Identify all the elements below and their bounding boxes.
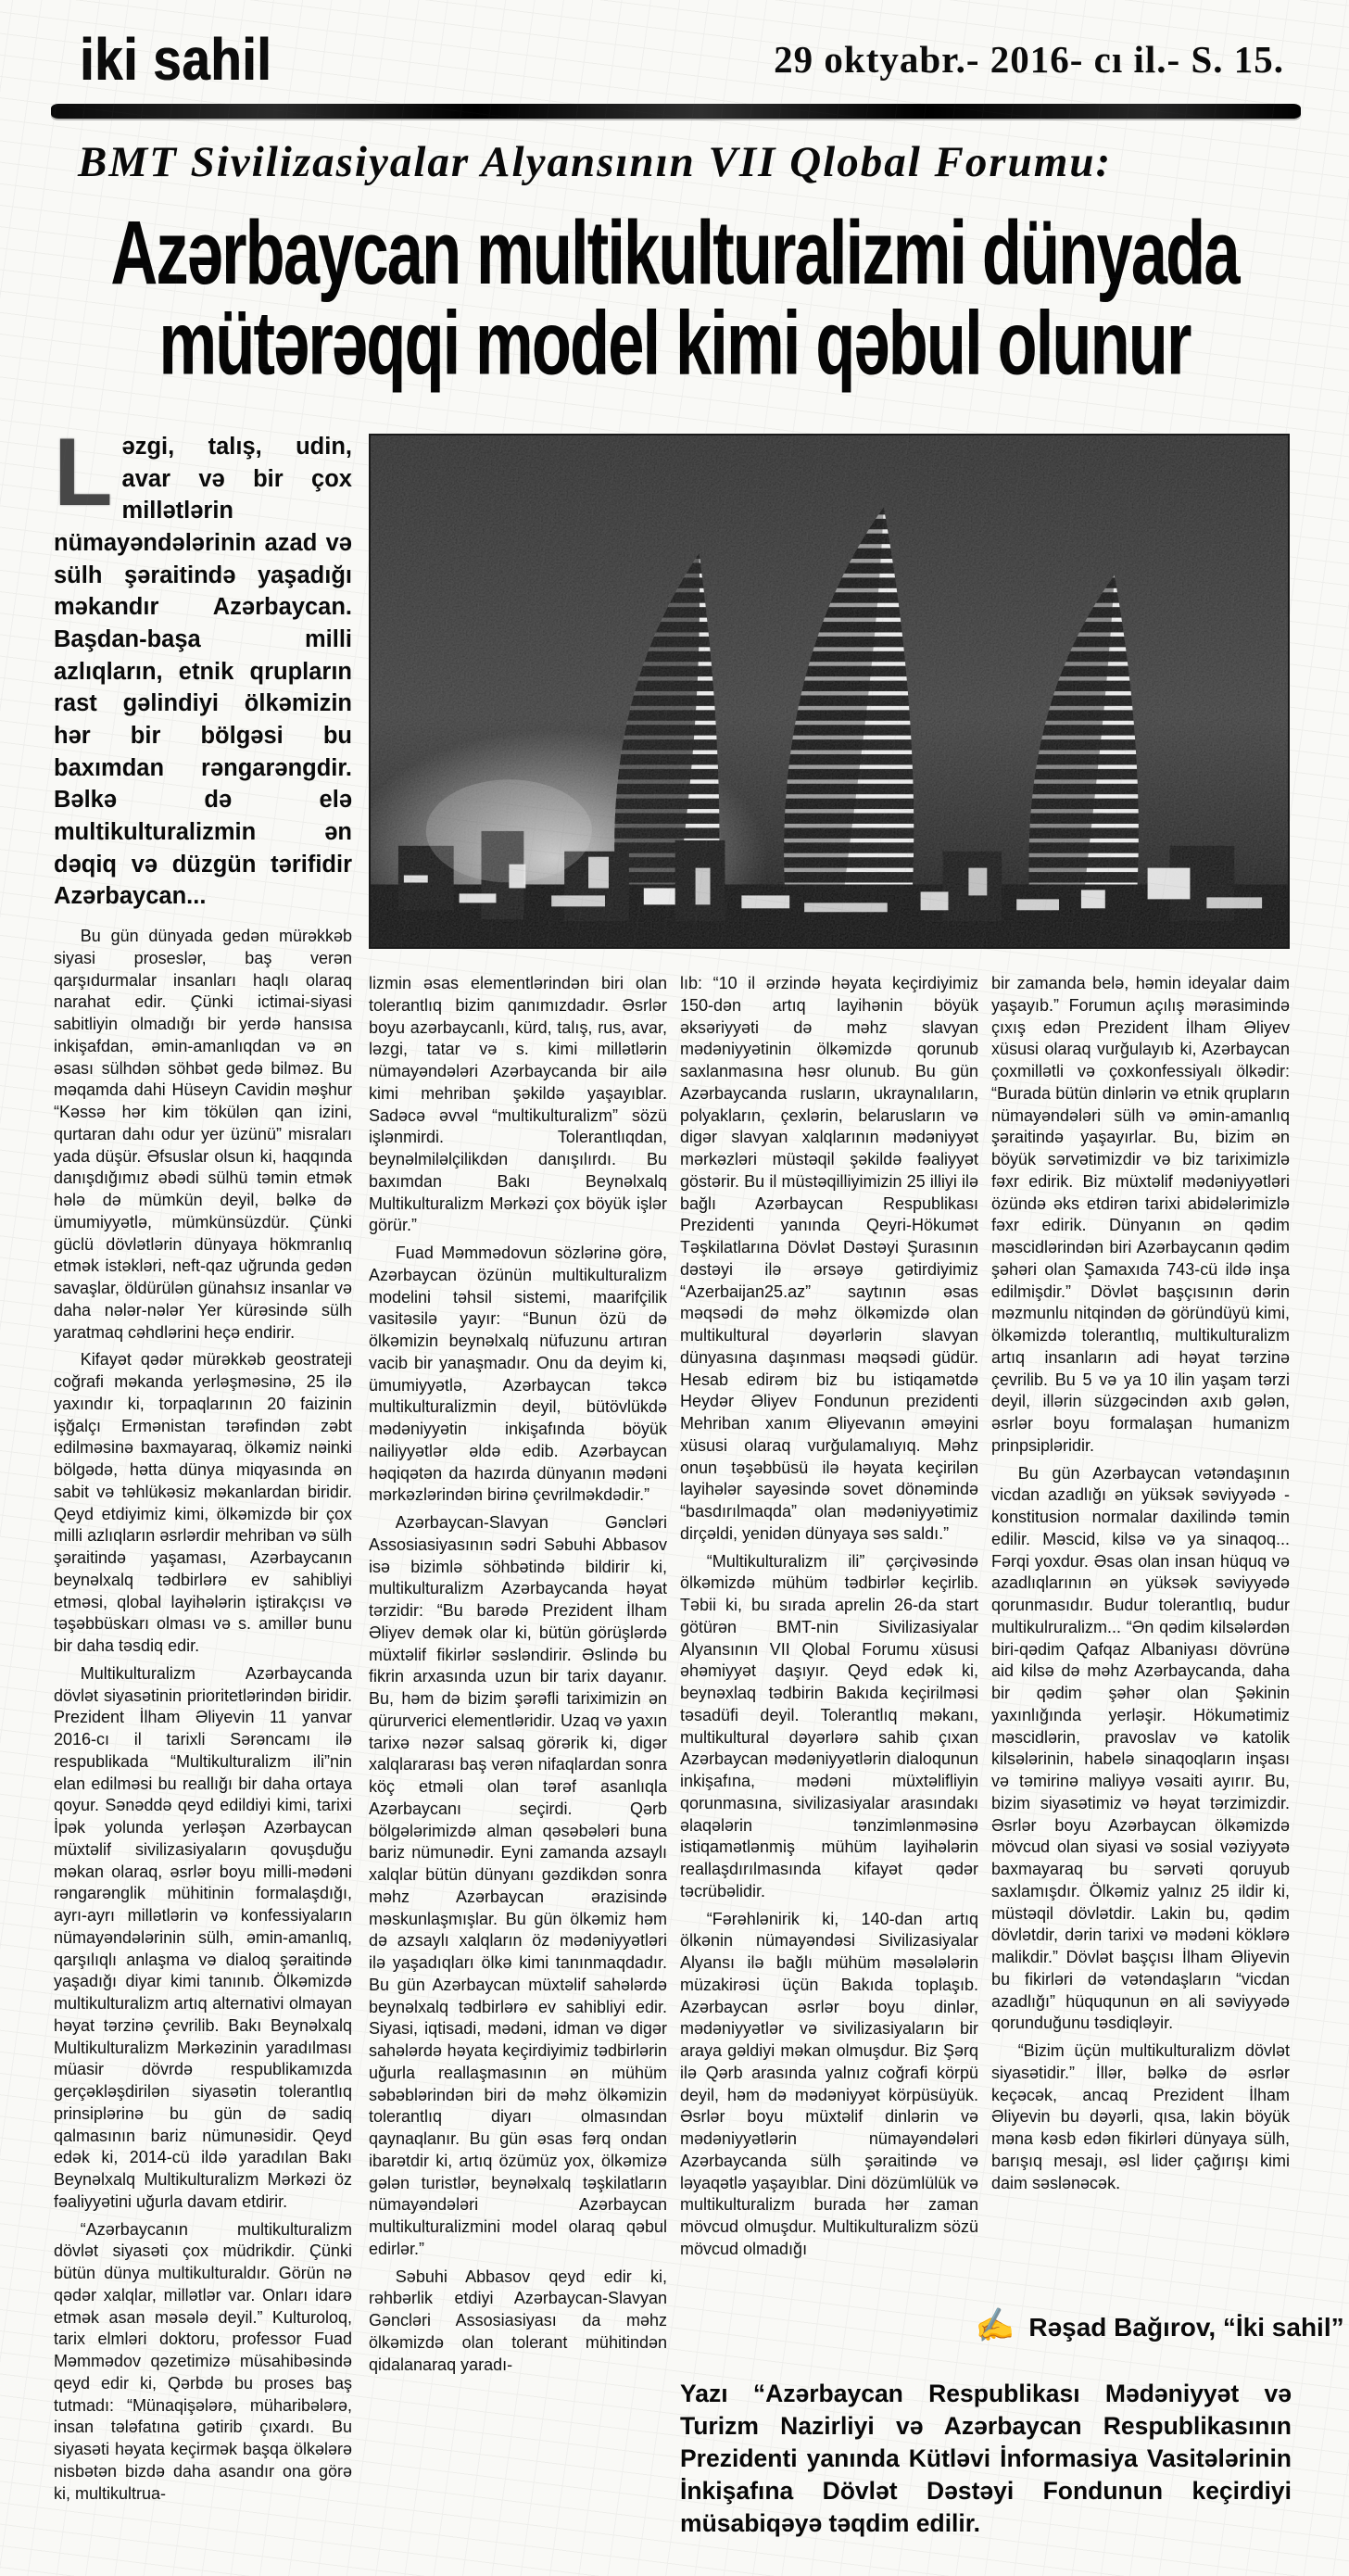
headline-line-1: Azərbaycan multikulturalizmi dünyada	[110, 201, 1239, 303]
lead-text: əzgi, talış, udin, avar və bir çox millətlərin nümayəndələrinin azad və sülh şəraitində yaşadığı məkandır Azərbaycan. Başdan-başa milli azlıqların, etnik qrupların rast gəlindiyi ölkəmizin hər bir bölgəsi bu baxımdan rəngarəngdir. Bəlkə də elə multikulturalizmin ən dəqiq və düzgün tərifidir Azərbaycan...	[54, 434, 352, 910]
body-paragraph: Azərbaycan-Slavyan Gəncləri Assosiasiyasının sədri Səbuhi Abbasov isə bizimlə söhbətində bildirir ki, multikulturalizm Azərbaycanda həyat tərzidir: “Bu barədə Prezident İlham Əliyev demək olar ki, bütün görüşlərdə müxtəlif fikirlər səsləndirir. Əslində bu fikrin arxasında uzun bir tarix dayanır. Bu, həm də bizim şərəfli tariximizin ən qürurverici elementləridir. Uzaq və yaxın tarixə nəzər salsaq görərik ki, digər xalqlararası baş verən nifaqlardan sonra köç etməli olan tərəf asanlıqla Azərbaycanı seçirdi. Qərb bölgələrimizdə alman qəsəbələri buna bariz nümunədir. Eyni zamanda azsaylı xalqlar bütün dünyanı gəzdikdən sonra məhz Azərbaycan ərazisində məskunlaşmışlar. Bu gün ölkəmiz həm də azsaylı xalqların öz mədəniyyətləri ilə yaşadıqları ölkə kimi tanınmaqdadır. Bu gün Azərbaycan müxtəlif sahələrdə beynəlxalq tədbirlərə ev sahibliyi edir. Siyasi, iqtisadi, mədəni, idman və digər sahələrdə həyata keçirdiyimiz tədbirlərin uğurla reallaşmasının ən mühüm səbəblərindən biri də məhz ölkəmizin tolerantlıq diyarı olmasından qaynaqlanır. Bu gün əsas fərq ondan ibarətdir ki, artıq özümüz yox, ölkəmizə gələn turistlər, beynəlxalq təşkilatların nümayəndələri Azərbaycan multikulturalizmini model olaraq qəbul edirlər.”	[369, 1513, 667, 2258]
column-4	[991, 973, 1290, 2296]
flame-towers-photo	[369, 434, 1290, 949]
body-paragraph: Səbuhi Abbasov qeyd edir ki, rəhbərlik etdiyi Azərbaycan-Slavyan Gəncləri Assosiasiyası da məhz ölkəmizdə olan tolerant mühitindən qidalanaraq yaradı-	[369, 2267, 667, 2374]
pen-icon: ✍	[972, 2305, 1016, 2346]
body-paragraph: Fuad Məmmədovun sözlərinə görə, Azərbaycan özünün multikulturalizm modelini təhsil sistemi, maarifçilik vasitəsilə yayır: “Bunun özü də ölkəmizin beynəlxalq nüfuzunu artıran vacib bir yanaşmadır. Onu da deyim ki, ümumiyyətlə, Azərbaycan təkcə multikulturalizmin deyil, bütövlükdə mədəniyyətin inkişafında böyük nailiyyətlər əldə edib. Azərbaycan həqiqətən da hazırda dünyanın mədəni mərkəzlərindən birinə çevrilməkdədir.”	[369, 1244, 667, 1505]
body-paragraph: “Fərəhlənirik ki, 140-dan artıq ölkənin nümayəndəsi Sivilizasiyalar Alyansı ilə bağlı mühüm məsələlərin müzakirəsi üçün Bakıda toplaşıb. Azərbaycan əsrlər boyu dinlər, mədəniyyətlər və sivilizasiyaların bir araya gəldiyi məkan olmuşdur. Biz Şərq ilə Qərb arasında yalnız coğrafi körpü deyil, həm də mədəniyyət körpüsüyük. Əsrlər boyu müxtəlif dinlərin və mədəniyyətlərin nümayəndələri Azərbaycanda sülh şəraitində və ləyaqətlə yaşayıblar. Dini dözümlülük və multikulturalizm burada hər zaman mövcud olmuşdur. Multikulturalizm sözü mövcud olmadığı	[680, 1909, 978, 2258]
header-rule	[51, 104, 1301, 119]
main-headline	[41, 201, 1309, 394]
body-paragraph: Bu gün dünyada gedən mürəkkəb siyasi proseslər, baş verən qarşıdurmalar insanları haqlı olaraq narahat edir. Çünki ictimai-siyasi sabitliyin olmadığı bir yerdə hansısa inkişafdan, əmin-amanlıqdan və ən əsası sülhdən söhbət gedə bilməz. Bu məqamda dahi Hüseyn Cavidin məşhur “Kəssə hər kim tökülən qan izini, qurtaran dahı odur yer üzünü” misraları yada düşür. Əfsuslar olsun ki, haqqında danışdığımız əbədi sülhü təmin etmək hələ də mümkün deyil, bəlkə də ümumiyyətlə, mümkünsüzdür. Çünki güclü dövlətlərin dünyaya hökmranlıq etmək istəkləri, neft-qaz uğrunda gedən savaşlar, öldürülən günahsız insanlar və daha nələr-nələr Yer kürəsində sülh yaratmaq cəhdlərini heçə endirir.	[54, 927, 352, 1342]
body-paragraph: “Multikulturalizm ili” çərçivəsində ölkəmizdə mühüm tədbirlər keçirlib. Təbii ki, bu sırada aprelin 26-da start götürən BMT-nin Sivilizasiyalar Alyansının VII Qlobal Forumu xüsusi əhəmiyyət daşıyır. Qeyd edək ki, beynəxlaq tədbirin Bakıda keçirilməsi təsadüfi deyil. Tolerantlıq məkanı, multikultural dəyərlərə sahib çıxan Azərbaycan mədəniyyətlərin dialoqunun inkişafına, mədəni müxtəlifliyin qorunmasına, sivilizasiyalar arasındakı əlaqələrin tənzimlənməsinə istiqamətlənmiş mühüm layihələrin reallaşdırılmasında kifayət qədər təcrübəlidir.	[680, 1551, 978, 1900]
column-1	[54, 431, 352, 2520]
kicker-line: BMT Sivilizasiyalar Alyansının VII Qlobal Forumu:	[78, 138, 1113, 186]
byline-text: Rəşad Bağırov, “İki sahil”	[1028, 2313, 1344, 2342]
body-paragraph: “Azərbaycanın multikulturalizm dövlət siyasəti çox müdrikdir. Çünki bütün dünya multikulturaldır. Görün nə qədər xalqlar, millətlər var. Onları idarə etmək asan məsələ deyil.” Kulturoloq, tarix elmləri doktoru, professor Fuad Məmmədov qəzetimizə müsahibəsində qeyd edir ki, Qərbdə bu proses baş tutmadı: “Münaqişələrə, müharibələrə, insan tələfatına gətirib çıxardı. Bu siyasəti həyata keçirmək başqa ölkələrə nisbətən bizdə daha asandır ona görə ki, multikultrua-	[54, 2219, 352, 2503]
drop-cap: L	[54, 431, 113, 526]
column-2	[369, 973, 667, 2507]
date-line: 29 oktyabr.- 2016- cı il.- S. 15.	[774, 38, 1284, 81]
flame-towers-illustration	[371, 436, 1288, 947]
body-paragraph: “Bizim üçün multikulturalizm dövlət siyasətidir.” İllər, bəlkə də əsrlər keçəcək, ancaq Prezident İlham Əliyevin bu dəyərli, qısa, lakin böyük məna kəsb edən fikirləri dünyaya sülh, barışıq mesajı, əsl lider çağırışı kimi daim səslənəcək.	[991, 2041, 1290, 2192]
contest-note: Yazı “Azərbaycan Respublikası Mədəniyyət və Turizm Nazirliyi və Azərbaycan Respublikasının Prezidenti yanında Kütləvi İnformasiya Vasitələrinin İnkişafına Dövlət Dəstəyi Fondunun keçirdiyi müsabiqəyə təqdim edilir.	[680, 2380, 1292, 2537]
body-paragraph: Kifayət qədər mürəkkəb geostrateji coğrafi məkanda yerləşməsinə, 25 ilə yaxındır ki, torpaqlarının 20 faizinin işğalçı Ermənistan tərəfindən zəbt edilməsinə baxmayaraq, ölkəmiz nəinki bölgədə, hətta dünya miqyasında ən sabit və təhlükəsiz məkanlardan biridir. Qeyd etdiyimiz kimi, ölkəmizdə bir çox milli azlıqların əsrlərdir mehriban və sülh şəraitində yaşaması, Azərbaycanın beynəlxalq tədbirlərə ev sahibliyi etməsi, qlobal layihələrin iştirakçısı və təşəbbüskarı olması və s. amillər bunu bir daha təsdiq edir.	[54, 1350, 352, 1656]
body-paragraph: lıb: “10 il ərzində həyata keçirdiyimiz 150-dən artıq layihənin böyük əksəriyyəti də məhz slavyan mədəniyyətinin ölkəmizdə qorunub saxlanmasına həsr olunub. Bu gün Azərbaycanda rusların, ukraynalıların, polyakların, çexlərin, belarusların və digər slavyan xalqlarının mədəniyyət mərkəzləri müstəqil şəkildə fəaliyyət göstərir. Bu il müstəqilliyimizin 25 illiyi ilə bağlı Azərbaycan Respublikası Prezidenti yanında Qeyri-Hökumət Təşkilatlarına Dövlət Dəstəyi Şurasının dəstəyi ilə ərsəyə gətirdiyimiz “Azerbaijan25.az” saytının əsas məqsədi də məhz ölkəmizdə olan multikultural dəyərlərin slavyan dünyasına daşınması məqsədi güdür. Hesab edirəm biz bu istiqamətdə Heydər Əliyev Fondunun prezidenti Mehriban xanım Əliyevanın əməyini xüsusi olaraq vurğulamalıyıq. Məhz onun təşəbbüsü ilə həyata keçirilən layihələr sayəsində sovet dönəmində “basdırılmaqda” olan mədəniyyətimiz dirçəldi, yenidən dünyaya səs saldı.”	[680, 974, 978, 1543]
lead-paragraph	[54, 431, 352, 913]
headline-line-2: mütərəqqi model kimi qəbul olunur	[158, 292, 1191, 394]
column-3	[680, 973, 978, 2368]
body-paragraph: Bu gün Azərbaycan vətəndaşının vicdan azadlığı ən yüksək səviyyədə - konstitusion normalar daxilində təmin edilir. Məscid, kilsə və ya sinaqoq... Fərqi yoxdur. Əsas olan insan hüquq və azadlıqlarının ən yüksək səviyyədə qorunmasıdır. Budur tolerantlıq, budur multikulruralizm... “Ən qədim kilsələrdən biri-qədim Qafqaz Albaniyası dövrünə aid kilsə də məhz Azərbaycanda, daha bir qədim şəhər olan Şəkinin yaxınlığında yerləşir. Hökumətimiz məscidlərin, pravoslav və katolik kilsələrinin, habelə sinaqoqların inşası və təmirinə maliyyə vəsaiti ayırır. Bu, bizim siyasətimiz və həyat tərzimizdir. Əsrlər boyu Azərbaycan ölkəmizdə mövcud olan siyasi və sosial vəziyyətə baxmayaraq bu sərvəti qoruyub saxlamışdır. Ölkəmiz yalnız 25 ildir ki, müstəqil dövlətdir. Lakin bu, qədim dövlətdir, dərin tarixi və mədəni köklərə malikdir.” Dövlət başçısı İlham Əliyevin bu fikirləri də vətəndaşların “vicdan azadlığı” hüququnun ən ali səviyyədə qorunduğunu təsdiqləyir.	[991, 1463, 1290, 2033]
body-paragraph: Multikulturalizm Azərbaycanda dövlət siyasətinin prioritetlərindən biridir. Prezident İlham Əliyevin 11 yanvar 2016-cı il tarixli Sərəncamı ilə respublikada “Multikulturalizm ili”nin elan edilməsi bu reallığı bir daha ortaya qoyur. Sənəddə qeyd edildiyi kimi, tarixi İpək yolunda yerləşən Azərbaycan müxtəlif sivilizasiyaların qovuşduğu məkan olaraq, əsrlər boyu milli-mədəni rəngarənglik mühitinin formalaşdığı, ayrı-ayrı millətlərin və konfessiyaların nümayəndələrinin sülh, əmin-amanlıq, qarşılıqlı anlaşma və dialoq şəraitində yaşadığı diyar kimi tanınıb. Ölkəmizdə multikulturalizm artıq alternativi olmayan həyat tərzinə çevrilib. Bakı Beynəlxalq Multikulturalizm Mərkəzinin yaradılması müasir dövrdə respublikamızda gerçəkləşdirilən siyasətin tolerantlıq prinsiplərinə bu gün də sadiq qalmasının bariz nümunəsidir. Qeyd edək ki, 2014-cü ildə yaradılan Bakı Beynəlxalq Multikulturalizm Mərkəzi öz fəaliyyətini uğurla davam etdirir.	[54, 1663, 352, 2211]
newspaper-masthead: iki sahil	[80, 27, 272, 93]
body-paragraph: lizmin əsas elementlərindən biri olan tolerantlıq bizim qanımızdadır. Əsrlər boyu azərbaycanlı, kürd, talış, rus, avar, ləzgi, tatar və s. kimi millətlərin nümayəndələri Azərbaycanda bir ailə kimi mehriban şəkildə yaşayıblar. Sadəcə əvvəl “multikulturalizm” sözü işlənmirdi. Tolerantlıqdan, beynəlmiləlçilikdən danışılırdı. Bu baxımdan Bakı Beynəlxalq Multikulturalizm Mərkəzi çox böyük işlər görür.”	[369, 974, 667, 1235]
byline	[972, 2305, 1344, 2346]
body-paragraph: bir zamanda belə, həmin ideyalar daim yaşayıb.” Forumun açılış mərasimində çıxış edən Prezident İlham Əliyev xüsusi olaraq vurğulayıb ki, Azərbaycan çoxmillətli və çoxkonfessiyalı ölkədir: “Burada bütün dinlərin və etnik qrupların nümayəndələri sülh və əmin-amanlıq şəraitində yaşayırlar. Bu, bizim ən böyük sərvətimizdir və biz tariximizlə fəxr edirik. Biz müxtəlif mədəniyyətləri özündə əks etdirən tarixi abidələrimizlə fəxr edirik. Dünyanın ən qədim məscidlərindən biri Azərbaycanın qədim şəhəri olan Şamaxıda 743-cü ildə inşa edilmişdir.” Dövlət başçısının dərin məzmunlu nitqindən də göründüyü kimi, ölkəmizdə tolerantlıq, multikulturalizm artıq insanların adi həyat tərzinə çevrilib. Bu 5 və ya 10 ilin yaşam tərzi deyil, illərin süzgəcindən axıb gələn, əsrlər boyu formalaşan humanizm prinpsipləridir.	[991, 974, 1290, 1455]
